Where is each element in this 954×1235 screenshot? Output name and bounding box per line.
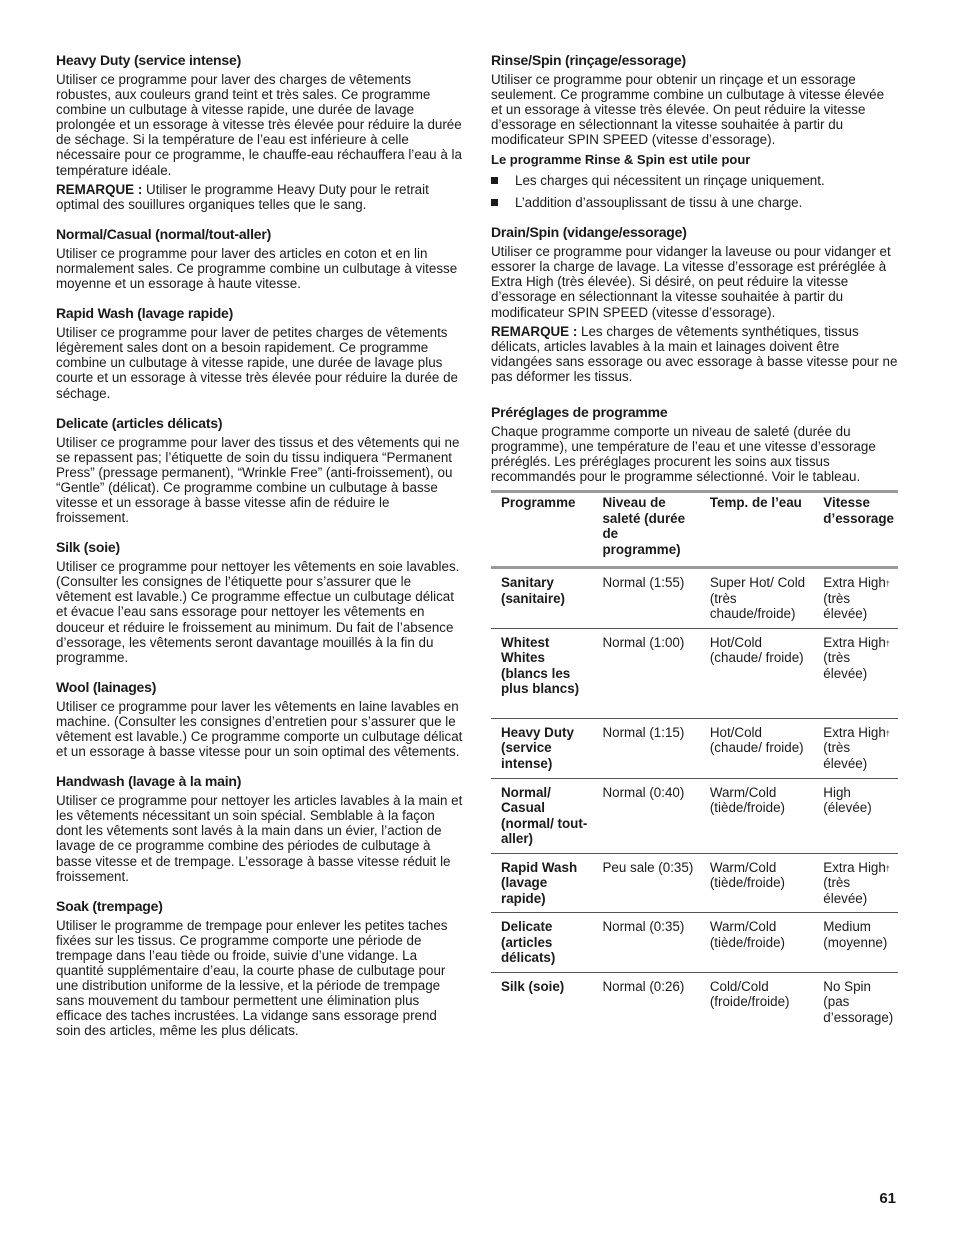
section-title: Soak (trempage)	[56, 897, 163, 914]
section-body: Utiliser ce programme pour laver des tissus et des vêtements qui ne se repassent pas; l’étiquette de soin du tissu indiquera “Permanent Press” (pressage permanent), “Wrinkle Free” (anti-froissement), ou “Gentle” (délicat). Ce programme combine un culbutage à basse vitesse et un essorage à basse vitesse afin de réduire le froissement.	[56, 434, 460, 526]
cell-programme: Sanitary (sanitaire)	[501, 575, 565, 606]
speed-text-fr: (très élevée)	[823, 875, 868, 906]
section-body: Utiliser le programme de trempage pour enlever les petites taches fixées sur les tissus. Ce programme comporte une période de trempage dans l’eau tiède ou froide, suivie d’une vidange. La quantité supplémentaire d’eau, la courte phase de culbutage pour une distribution uniforme de la lessive, et la période de trempage sans mouvement du tambour permettent une élimination plus efficace des taches incrustées. La vidange sans essorage prend soin des articles, même les plus délicats.	[56, 917, 448, 1039]
cell-speed	[813, 568, 898, 629]
dagger-mark: †	[885, 730, 890, 738]
cell-speed	[813, 778, 898, 853]
section-title: Préréglages de programme	[491, 404, 668, 420]
cell-temp: Super Hot/ Cold (très chaude/froide)	[709, 575, 806, 622]
list-item-text: Les charges qui nécessitent un rinçage uniquement.	[515, 173, 825, 189]
speed-text: Extra High	[823, 859, 886, 875]
cell-level: Normal (0:35)	[602, 919, 685, 935]
section-body: Utiliser ce programme pour vidanger la laveuse ou pour vidanger et essorer la charge de lavage. La vitesse d’essorage est préréglée à Extra High (très élevée). Si désiré, on peut réduire la vitesse d’essorage en sélectionnant la vitesse souhaitée à partir du modificateur SPIN SPEED (vitesse d’essorage).	[491, 244, 891, 320]
cell-temp: Warm/Cold (tiède/froide)	[709, 919, 786, 950]
cell-speed	[813, 853, 898, 913]
cell-speed	[813, 972, 898, 1031]
note-label: REMARQUE :	[56, 181, 143, 197]
section-wool	[56, 679, 464, 759]
cell-level: Normal (1:55)	[602, 575, 685, 591]
page-number: 61	[879, 1190, 896, 1207]
cell-programme: Whitest Whites (blancs les plus blancs)	[501, 634, 580, 697]
section-heavy-duty	[56, 52, 464, 212]
dagger-mark: †	[885, 640, 890, 648]
section-silk	[56, 539, 464, 665]
section-title: Normal/Casual (normal/tout-aller)	[56, 225, 272, 242]
cell-level: Normal (0:40)	[602, 784, 685, 800]
speed-text: Extra High	[823, 575, 886, 591]
cell-level: Normal (1:15)	[602, 724, 685, 740]
list-item	[491, 173, 898, 188]
speed-text-fr: (très élevée)	[823, 740, 868, 771]
section-delicate	[56, 415, 464, 526]
left-column	[56, 52, 464, 1053]
section-rinse-spin	[491, 52, 898, 210]
note-label: REMARQUE :	[491, 323, 578, 339]
table-row	[491, 972, 898, 1031]
section-title: Delicate (articles délicats)	[56, 414, 223, 431]
section-note	[56, 182, 464, 212]
section-body: Utiliser ce programme pour laver des charges de vêtements robustes, aux couleurs grand teint et très sales. Ce programme combine un culbutage à vitesse rapide, une durée de lavage prolongée et un essorage à vitesse très élevée pour réduire la durée de séchage. Si la température de l’eau est inférieure à celle nécessaire pour ce programme, le chauffe-eau réchauffera l’eau à la température idéale.	[56, 72, 462, 178]
presets-table	[491, 490, 898, 1031]
cell-programme: Rapid Wash (lavage rapide)	[501, 859, 578, 906]
cell-level: Peu sale (0:35)	[602, 859, 694, 875]
bullet-square-icon	[491, 177, 498, 184]
section-title: Heavy Duty (service intense)	[56, 52, 242, 68]
cell-level: Normal (1:00)	[602, 634, 685, 650]
section-body: Utiliser ce programme pour laver de petites charges de vêtements légèrement sales dont on a besoin rapidement. Ce programme combine un culbutage à vitesse rapide, une durée de lavage plus courte et un essorage à vitesse très élevée pour réduire la durée de séchage.	[56, 325, 458, 401]
list-item	[491, 195, 898, 210]
cell-temp: Cold/Cold (froide/froide)	[709, 978, 790, 1010]
section-title: Rapid Wash (lavage rapide)	[56, 305, 234, 322]
cell-programme: Normal/ Casual (normal/ tout-aller)	[501, 784, 588, 847]
section-title: Silk (soie)	[56, 539, 120, 556]
table-row	[491, 778, 898, 853]
cell-speed	[813, 628, 898, 718]
section-handwash	[56, 773, 464, 884]
cell-temp: Hot/Cold (chaude/ froide)	[709, 724, 804, 756]
column-header: Vitesse d’essorage	[823, 495, 895, 526]
speed-text: High (élevée)	[823, 784, 872, 816]
section-body: Utiliser ce programme pour laver les vêtements en laine lavables en machine. (Consulter les consignes d’entretien pour s’assurer que le vêtement est lavable.) Ce programme comporte un culbutage délicat et un essorage à basse vitesse pour un soin optimal des vêtements.	[56, 698, 463, 760]
section-presets	[491, 404, 898, 1031]
bullet-square-icon	[491, 199, 498, 206]
cell-speed	[813, 913, 898, 973]
section-drain-spin	[491, 224, 898, 384]
column-header: Niveau de saleté (durée de programme)	[602, 495, 686, 557]
section-body: Chaque programme comporte un niveau de saleté (durée du programme), une température de l’eau et une vitesse d’essorage préréglés. Les préréglages procurent les soins aux tissus recommandés pour le programme sélectionné. Voir le tableau.	[491, 424, 876, 485]
cell-programme: Heavy Duty (service intense)	[501, 724, 574, 771]
table-row	[491, 568, 898, 629]
speed-text: Extra High	[823, 724, 886, 740]
speed-text-fr: (très élevée)	[823, 650, 868, 681]
section-body: Utiliser ce programme pour obtenir un rinçage et un essorage seulement. Ce programme combine un culbutage à vitesse élevée et un essorage à vitesse très élevée. On peut réduire la vitesse d’essorage en sélectionnant la vitesse souhaitée à partir du modificateur SPIN SPEED (vitesse d’essorage).	[491, 72, 885, 148]
note-text: Utiliser le programme Heavy Duty pour le retrait optimal des souillures organiques telles que le sang.	[56, 181, 429, 212]
section-title: Handwash (lavage à la main)	[56, 773, 242, 790]
table-header-row	[491, 492, 898, 568]
dagger-mark: †	[885, 865, 890, 873]
section-body: Utiliser ce programme pour laver des articles en coton et en lin normalement sales. Ce programme combine un culbutage à vitesse moyenne et un essorage à haute vitesse.	[56, 245, 458, 292]
speed-text: No Spin (pas d’essorage)	[823, 978, 894, 1025]
section-normal-casual	[56, 226, 464, 291]
section-soak	[56, 898, 464, 1039]
speed-text: Extra High	[823, 634, 886, 650]
right-column	[491, 52, 898, 1045]
cell-temp: Hot/Cold (chaude/ froide)	[709, 634, 804, 666]
section-title: Drain/Spin (vidange/essorage)	[491, 224, 687, 241]
section-body: Utiliser ce programme pour nettoyer les vêtements en soie lavables. (Consulter les consignes de l’étiquette pour s’assurer que le vêtement est lavable.) Ce programme effectue un culbutage délicat et évacue l’eau sans essorage pour nettoyer les vêtements en douceur et réduire le froissement au minimum. Du fait de l’absence d’essorage, les vêtements seront davantage mouillés à la fin du programme.	[56, 559, 460, 665]
list-item-text: L’addition d’assouplissant de tissu à une charge.	[515, 195, 803, 211]
column-header: Temp. de l’eau	[709, 495, 802, 511]
column-header: Programme	[501, 495, 576, 511]
cell-speed	[813, 718, 898, 778]
table-row	[491, 718, 898, 778]
cell-level: Normal (0:26)	[602, 978, 685, 994]
section-body: Utiliser ce programme pour nettoyer les articles lavables à la main et les vêtements nécessitant un soin spécial. Semblable à la façon dont les vêtements sont lavés à la main dans un évier, l’action de lavage de ce programme combine des périodes de culbutage à basse vitesse et de trempage. L’essorage à basse vitesse réduit le froissement.	[56, 793, 463, 884]
table-row	[491, 853, 898, 913]
speed-text: Medium (moyenne)	[823, 919, 888, 950]
dagger-mark: †	[885, 581, 890, 589]
section-title: Rinse/Spin (rinçage/essorage)	[491, 52, 686, 68]
cell-temp: Warm/Cold (tiède/froide)	[709, 784, 786, 816]
speed-text-fr: (très élevée)	[823, 590, 868, 622]
section-rapid-wash	[56, 305, 464, 400]
table-row	[491, 628, 898, 718]
cell-programme: Delicate (articles délicats)	[501, 919, 556, 966]
note-text: Les charges de vêtements synthétiques, tissus délicats, articles lavables à la main et lainages doivent être vidangées sans essorage ou avec essorage à basse vitesse pour ne pas déformer les tissus.	[491, 323, 898, 384]
cell-programme: Silk (soie)	[501, 978, 565, 994]
section-title: Wool (lainages)	[56, 678, 157, 695]
section-note	[491, 324, 898, 384]
rinse-useful-heading: Le programme Rinse & Spin est utile pour	[491, 152, 751, 168]
rinse-bullet-list	[491, 173, 898, 210]
table-row	[491, 913, 898, 973]
cell-temp: Warm/Cold (tiède/froide)	[709, 859, 786, 891]
